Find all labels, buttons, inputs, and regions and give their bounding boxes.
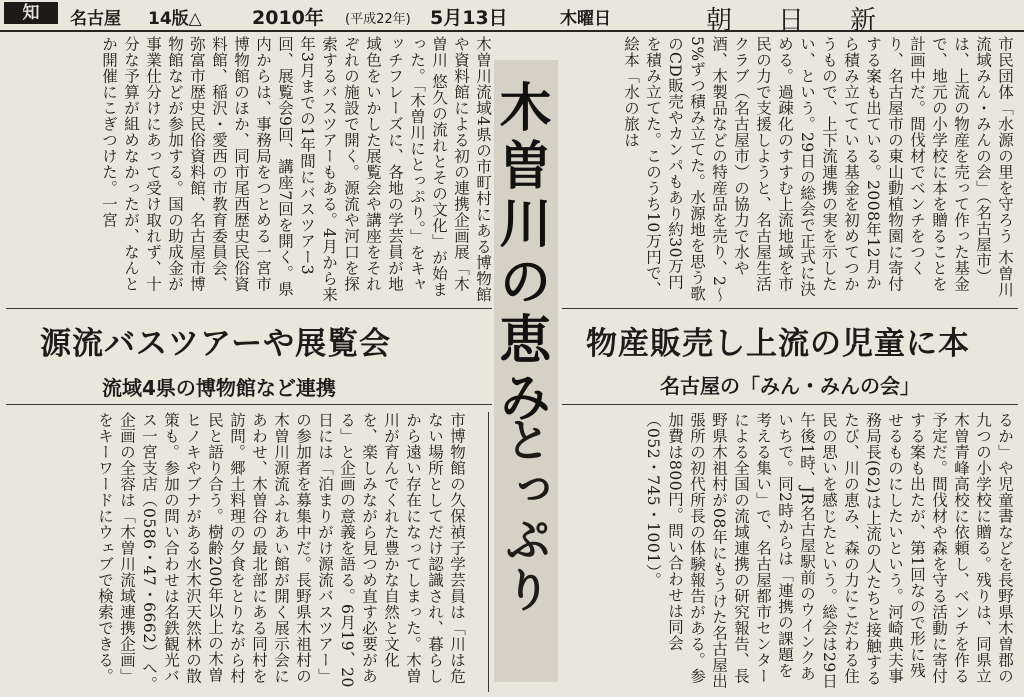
paper-name: 朝日新	[706, 6, 923, 36]
left-article-headline: 源流バスツアーや展覧会	[40, 326, 392, 362]
column-rule	[488, 412, 489, 692]
main-headline: 木曽川の恵み	[490, 80, 551, 428]
main-headline-continuation: とっぷり	[498, 416, 552, 616]
location-label: 名古屋	[70, 9, 121, 29]
masthead	[0, 0, 1024, 36]
left-article-subheadline: 流域4県の博物館など連携	[102, 376, 336, 400]
left-article-body-top: 木曽川流域4県の市町村にある博物館や資料館による初の連携企画展「木曽川 悠久の流れとその文化」が始まった。「木曽川にとっぷり。」をキャッチフレーズに、各地の学芸員が地域色をいかした展覧会や講座をそれぞれの施設で開く。源流や河口を探索するバスツアーもある。4月から来年3月までの1年間にバスツアー3回、展覧会9回、講座7回を開く。県内からは、事務局をつとめる一宮市博物館のほか、同市尾西歴史民俗資料館、稲沢・愛西の市教育委員会、弥富市歴史民俗資料館、名古屋市博物館などが参加する。国の助成金が事業仕分けにあって受け取れず、十分な予算が組めなかったが、なんとか開催にこぎつけた。一宮	[100, 36, 492, 303]
date-year: 2010年	[252, 7, 324, 29]
date-monthday: 5月13日	[430, 7, 508, 29]
right-article-body-top: 市民団体「水源の里を守ろう 木曽川流域みん・みんの会」（名古屋市）は、上流の物産を売って作った基金で、地元の小学校に本を贈ることを計画中だ。間伐材でベンチをつくり、名古屋市の東山動植物園に寄付する案も出ている。2008年12月から積み立てている基金を初めてつかうもので、上下流連携の実を示したい、という。29日の総会で正式に決める。過疎化のすすむ上流地域を市民の力で支援しようと、名古屋生活クラブ（名古屋市）の協力で水や酒、木製品などの特産品を売り、2〜5%ずつ積み立てた。水源地を思う歌のCD販売やカンパもあり約30万円を積み立てた。このうち10万円で、絵本「水の旅は	[622, 36, 1014, 303]
date-weekday: 木曜日	[560, 9, 611, 29]
divider-rule	[562, 404, 1018, 405]
left-article-body-bottom: 市博物館の久保禎子学芸員は「川は危ない場所としてだけ認識され、暮らしから遠い存在になってしまった。木曽川が育んでくれた豊かな自然と文化を、楽しみながら見つめ直す必要がある」と企画の意義を語る。6月19、20日には「泊まりがけ源流バスツアー」の参加者を募集中だ。長野県木祖村の木曽川源流ふれあい館が開く展示会にあわせ、木曽谷の最北部にある同村を訪問。郷土料理の夕食をとりながら村民と語り合う。樹齢200年以上の木曽ヒノキやブナがある水木沢天然林の散策も。参加の問い合わせは名鉄観光バス一宮支店（0586・47・6662）へ。企画の全容は「木曽川流域連携企画」をキーワードにウェブで検索できる。	[96, 412, 466, 692]
section-label: 知	[4, 2, 58, 24]
right-article-body-bottom: るか」や児童書などを長野県木曽郡の九つの小学校に贈る。残りは、同県立木曽青峰高校に依頼し、ベンチを作る予定だ。間伐材や森を守る活動に寄付する案も出たが、第1回なので形に残せるものにしたいという。河崎典夫事務局長(62)は上流の人たちと接触するたび、川の恵み、森の力にこだわる住民の思いを感じたという。総会は29日午後1時、JR名古屋駅前のウインクあいちで。同2時からは「連携の課題を考える集い」で、名古屋都市センターによる全国の流域連携の研究報告、長野県木祖村が08年にもうけた名古屋出張所の初代所長の体験報告がある。参加費は800円。問い合わせは同会（052・745・1001）。	[644, 412, 1014, 689]
divider-rule	[6, 308, 492, 309]
edition-label: 14版△	[148, 9, 202, 29]
divider-rule	[562, 308, 1018, 309]
right-article-headline: 物産販売し上流の児童に本	[586, 326, 970, 362]
divider-rule	[6, 404, 492, 405]
right-article-subheadline: 名古屋の「みん・みんの会」	[660, 374, 920, 398]
date-era: (平成22年)	[345, 12, 411, 27]
